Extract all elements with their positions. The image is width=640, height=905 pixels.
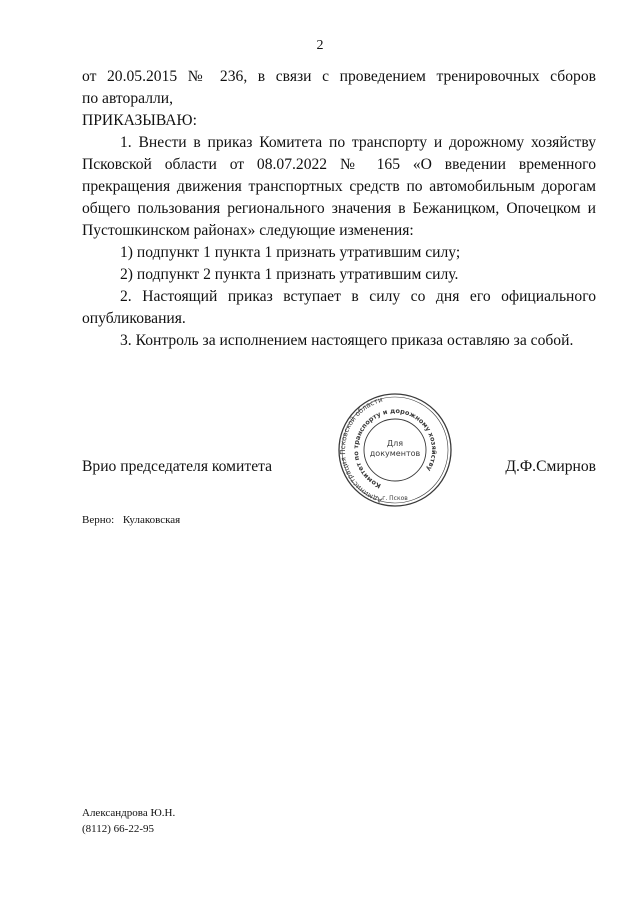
document-body [82,66,596,352]
signatory-position: Врио председателя комитета [82,458,273,475]
item-1: 1. Внести в приказ Комитета по транспорту и дорожному хозяйству Псковской области от 08.07.2022 № 165 «О введении временного прекращения движения транспортных средств по автомобильным дорогам общего пользования регионального значения в Бежаницком, Опочецком и Пустошкинском районах» следующие изменения: [82,134,596,239]
item-3: 3. Контроль за исполнением настоящего приказа оставляю за собой. [120,332,574,349]
sub-item-2: 2) подпункт 2 пункта 1 признать утратившим силу. [120,266,459,283]
executor-name: Александрова Ю.Н. [82,807,176,819]
stamp-inner-text: Комитет по транспорту и дорожному хозяйству [351,406,439,490]
page-number: 2 [316,38,324,53]
verification-line [82,514,180,526]
order-word: ПРИКАЗЫВАЮ: [82,112,197,129]
executor-block [82,805,175,837]
stamp-bottom-text: г. Псков [382,495,408,502]
executor-phone: (8112) 66-22-95 [82,823,154,835]
signatory-name: Д.Ф.Смирнов [505,458,596,475]
verification-name: Кулаковская [122,514,181,526]
verification-label: Верно: [82,514,115,526]
stamp-center-line-2: документов [369,449,421,458]
intro-line-1: от 20.05.2015 № 236, в связи с проведением тренировочных сборов [82,68,596,85]
stamp-outer-text: Администрация Псковской области [338,395,384,505]
official-seal-stamp [327,388,463,508]
stamp-center-line-1: Для [386,439,404,448]
sub-item-1: 1) подпункт 1 пункта 1 признать утратившим силу; [120,244,461,261]
intro-line-2: по авторалли, [82,90,174,107]
item-2: 2. Настоящий приказ вступает в силу со дня его официального опубликования. [82,288,596,327]
